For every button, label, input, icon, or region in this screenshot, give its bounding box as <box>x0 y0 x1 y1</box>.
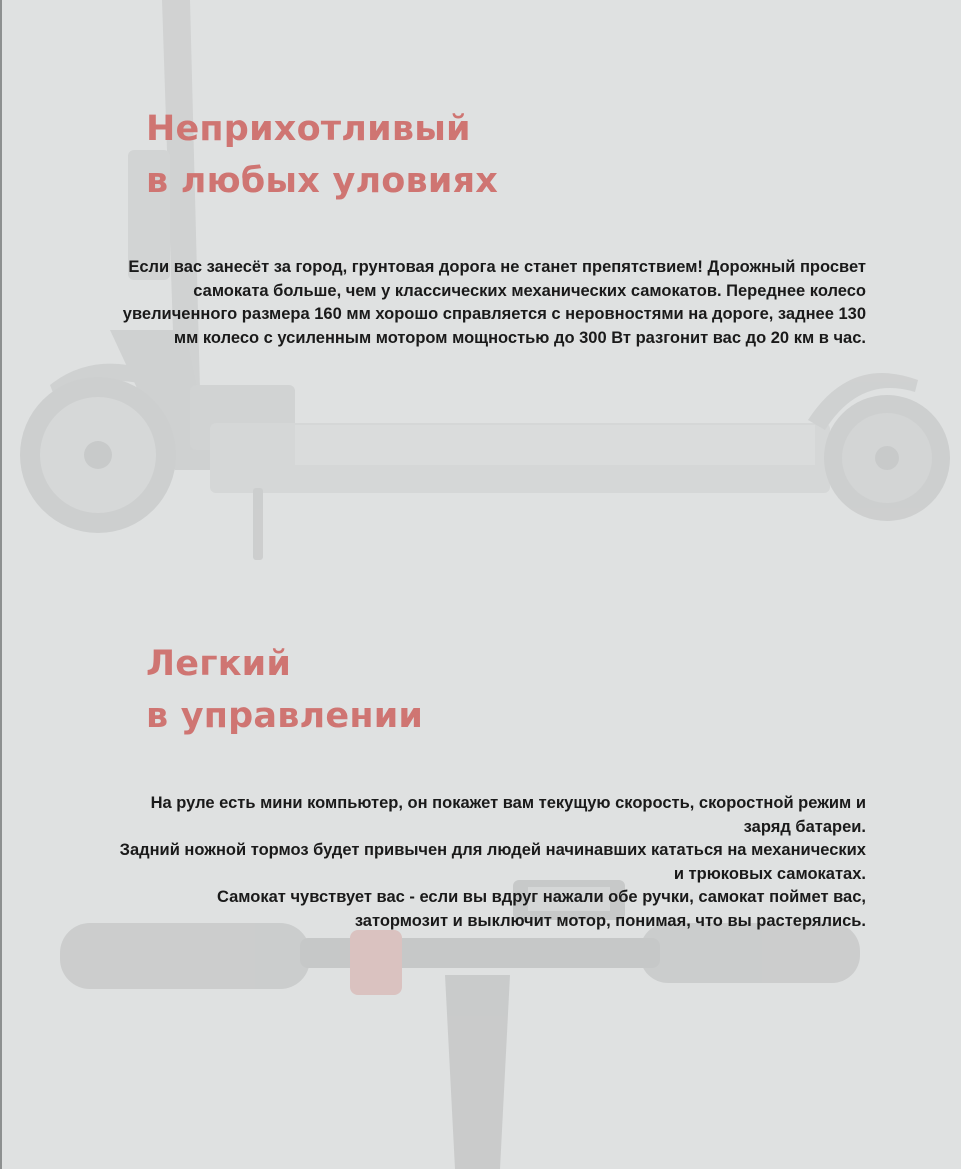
text-line: Задний ножной тормоз будет привычен для людей начинавших кататься на механических <box>119 841 866 859</box>
text-line: увеличенного размера 160 мм хорошо справляется с неровностями на дороге, заднее 130 <box>122 305 866 323</box>
text-line: На руле есть мини компьютер, он покажет вам текущую скорость, скоростной режим и <box>150 794 866 812</box>
text-line: мм колесо с усиленным мотором мощностью до 300 Вт разгонит вас до 20 км в час. <box>173 328 866 347</box>
section-title-offroad <box>146 103 498 207</box>
text-line: заряд батареи. <box>743 817 866 836</box>
title-line: Неприхотливый <box>146 109 471 149</box>
text-line: Если вас занесёт за город, грунтовая дорога не станет препятствием! Дорожный просвет <box>128 258 866 276</box>
text-line: Самокат чувствует вас - если вы вдруг нажали обе ручки, самокат поймет вас, <box>217 888 866 906</box>
title-line: в управлении <box>146 696 424 736</box>
text-line: затормозит и выключит мотор, понимая, что вы растерялись. <box>354 911 866 930</box>
text-line: самоката больше, чем у классических механических самокатов. Переднее колесо <box>193 281 866 300</box>
title-line: в любых уловиях <box>146 161 499 201</box>
section-text-control <box>66 792 866 933</box>
text-line: и трюковых самокатах. <box>673 864 866 883</box>
title-line: Легкий <box>146 644 292 684</box>
section-text-offroad <box>66 256 866 350</box>
section-title-control <box>146 638 423 742</box>
